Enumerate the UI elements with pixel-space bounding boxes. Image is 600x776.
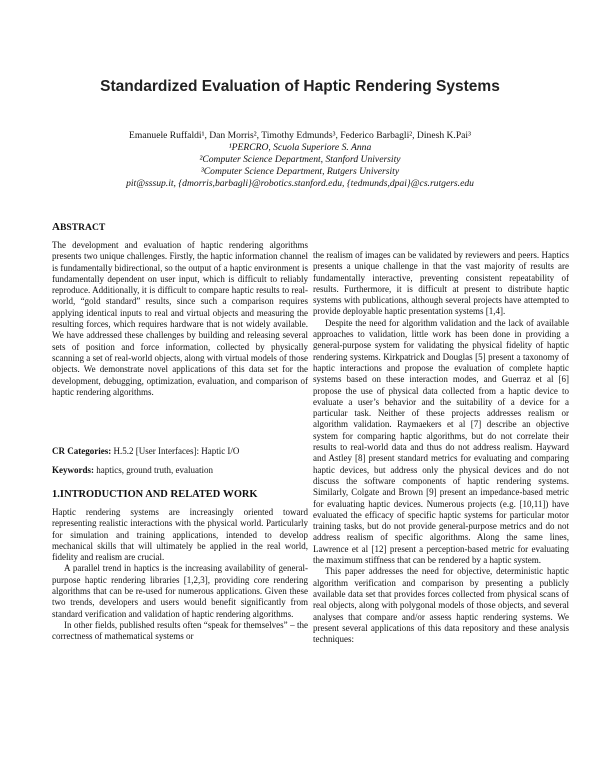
intro-heading-ntroduction: NTRODUCTION AND	[64, 489, 171, 500]
cr-categories	[52, 446, 308, 456]
cr-categories-text: H.5.2 [User Interfaces]: Haptic I/O	[113, 446, 240, 456]
intro-heading-r: R	[170, 488, 179, 500]
abstract-body	[52, 240, 308, 398]
abstract-heading-rest: BSTRACT	[59, 222, 106, 233]
abstract-text: The development and evaluation of haptic rendering algorithms presents two unique challenges. Firstly, the haptic information channel is fundamentally bidirectional, so the output of a haptic environment is fundamentally dependent on user input, which is difficult to reliably reproduce. Additionally, it is difficult to compare haptic results to real-world, “gold standard” results, since such a comparison requires applying identical inputs to real and virtual objects and measuring the resulting forces, which requires hardware that is not widely available. We have addressed these challenges by building and releasing several sets of position and force information, collected by physically scanning a set of real-world objects, along with virtual models of those objects. We demonstrate novel applications of this data set for the development, debugging, optimization, evaluation, and comparison of haptic rendering algorithms.	[52, 240, 308, 397]
keywords-label: Keywords:	[52, 465, 94, 475]
right-paragraph-3: This paper addresses the need for objective, deterministic haptic algorithm verification and comparison by presenting a publicly available data set that provides forces collected from physical scans of real objects, along with polygonal models of those objects, and several analyses that compare and/or assess haptic rendering systems. We present several applications of this data repository and these analysis techniques:	[313, 566, 569, 645]
author-emails: pit@sssup.it, {dmorris,barbagli}@robotics.stanford.edu, {tedmunds,dpai}@cs.rutgers.edu	[126, 178, 474, 189]
author-names: Emanuele Ruffaldi¹, Dan Morris², Timothy Edmunds³, Federico Barbagli², Dinesh K.Pai³	[129, 130, 471, 141]
intro-heading-ork: ORK	[233, 489, 258, 500]
intro-body	[52, 507, 308, 643]
right-column	[313, 250, 569, 645]
intro-heading-w: W	[222, 488, 234, 500]
intro-paragraph-2: A parallel trend in haptics is the increasing availability of general-purpose haptic rendering libraries [1,2,3], providing core rendering algorithms that can be re-used for numerous applications. Given these two trends, developers and users would benefit significantly from standard verification and validation of haptic rendering algorithms.	[52, 563, 308, 619]
cr-categories-label: CR Categories:	[52, 446, 112, 456]
paper-title: Standardized Evaluation of Haptic Rendering Systems	[100, 78, 500, 95]
right-paragraph-1: the realism of images can be validated by reviewers and peers. Haptics presents a unique challenge in that the vast majority of results are fundamentally interactive, preventing consistent repeatability of results. Furthermore, it is difficult at present to distribute haptic systems with publications, although several projects have attempted to provide deployable haptic presentation systems [1,4].	[313, 250, 569, 317]
keywords	[52, 465, 308, 475]
affiliation-percro: ¹PERCRO, Scuola Superiore S. Anna	[228, 142, 372, 153]
affiliation-rutgers: ³Computer Science Department, Rutgers University	[200, 166, 400, 177]
intro-heading	[52, 488, 258, 500]
keywords-text: haptics, ground truth, evaluation	[96, 465, 213, 475]
intro-heading-number: 1.	[52, 489, 60, 500]
abstract-heading	[52, 221, 105, 233]
intro-heading-elated: ELATED	[178, 489, 223, 500]
author-block	[0, 130, 600, 190]
abstract-heading-initial: A	[52, 221, 60, 233]
intro-paragraph-1: Haptic rendering systems are increasingly oriented toward representing realistic interactions with the physical world. Particularly for simulation and training applications, intended to develop mechanical skills that will ultimately be applied in the real world, fidelity and realism are crucial.	[52, 507, 308, 563]
intro-heading-i: I	[59, 488, 65, 500]
affiliation-stanford: ²Computer Science Department, Stanford University	[199, 154, 401, 165]
right-paragraph-2: Despite the need for algorithm validation and the lack of available approaches to validation, little work has been done in providing a general-purpose system for validating the physical fidelity of haptic rendering systems. Kirkpatrick and Douglas [5] present a taxonomy of haptic interactions and propose the evaluation of complete haptic systems based on these interaction modes, and Guerraz et al [6] propose the use of physical data collected from a haptic device to evaluate a user’s behavior and the suitability of a device for a particular task. Neither of these projects addresses realism or algorithm validation. Raymaekers et al [7] describe an objective system for comparing haptic algorithms, but do not correlate their results to real-world data and thus do not address realism. Hayward and Astley [8] present standard metrics for evaluating and comparing haptic devices, but address only the physical devices and do not discuss the software components of haptic rendering systems. Similarly, Colgate and Brown [9] present an impedance-based metric for evaluating haptic devices. Numerous projects (e.g. [10,11]) have evaluated the efficacy of specific haptic systems for particular motor training tasks, but do not provide general-purpose metrics and do not address realism of specific algorithms. Along the same lines, Lawrence et al [12] present a perception-based metric for evaluating the maximum stiffness that can be rendered by a haptic system.	[313, 317, 569, 566]
intro-paragraph-3: In other fields, published results often “speak for themselves” – the correctness of mathematical systems or	[52, 619, 308, 642]
